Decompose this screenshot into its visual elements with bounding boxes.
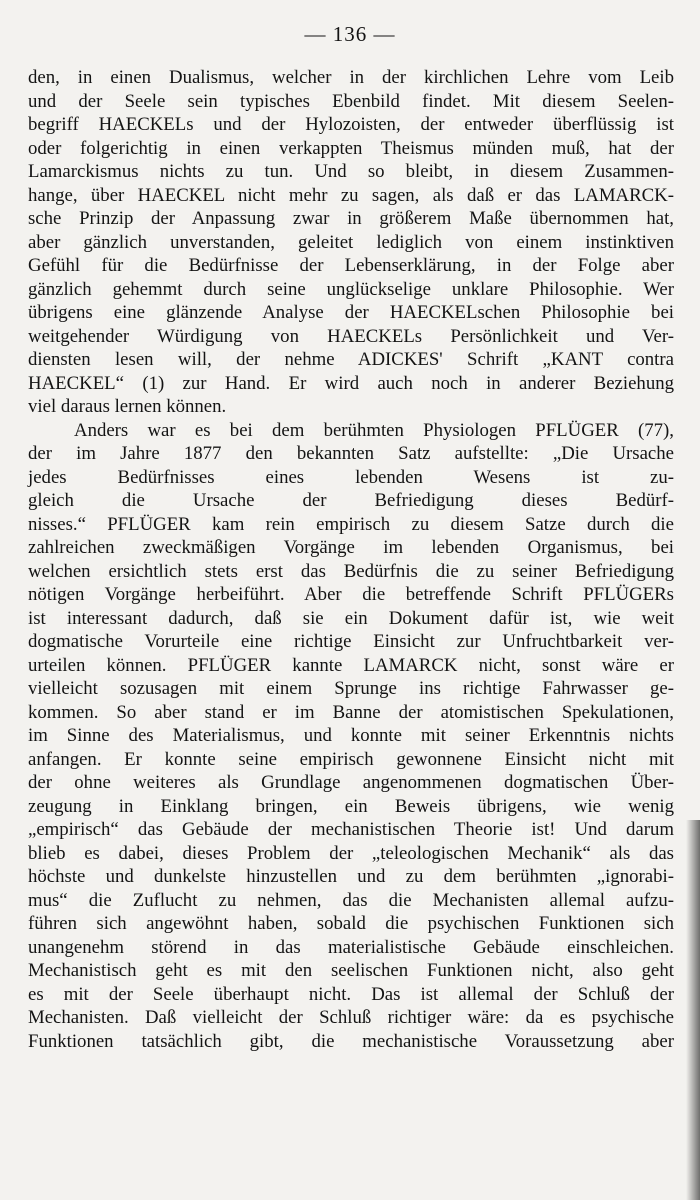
text-line: nötigen Vorgänge herbeiführt. Aber die betreffende Schrift PFLÜGERs xyxy=(28,584,674,605)
text-line: oder folgerichtig in einen verkappten Theismus münden muß, hat der xyxy=(28,137,674,159)
text-line: vielleicht sozusagen mit einem Sprunge ins richtige Fahrwasser ge- xyxy=(28,678,674,699)
text-line: Funktionen tatsächlich gibt, die mechanistische Voraussetzung aber xyxy=(28,1030,674,1052)
text-line: HAECKEL“ (1) zur Hand. Er wird auch noch in anderer Beziehung xyxy=(28,372,674,394)
text-line: mus“ die Zuflucht zu nehmen, das die Mechanisten allemal aufzu- xyxy=(28,889,674,911)
text-line: kommen. So aber stand er im Banne der atomistischen Spekulationen, xyxy=(28,701,674,723)
text-line: den, in einen Dualismus, welcher in der kirchlichen Lehre vom Leib xyxy=(28,67,674,88)
text-line: nisses.“ PFLÜGER kam rein empirisch zu diesem Satze durch die xyxy=(28,513,674,535)
text-line: Anders war es bei dem berühmten Physiologen PFLÜGER (77), xyxy=(74,419,674,441)
text-line: welchen ersichtlich stets erst das Bedürfnis die zu seiner Befriedigung xyxy=(28,560,674,582)
text-line: gleich die Ursache der Befriedigung dieses Bedürf- xyxy=(28,490,674,511)
text-line: zeugung in Einklang bringen, ein Beweis übrigens, wie wenig xyxy=(28,795,674,817)
text-line: sche Prinzip der Anpassung zwar in größerem Maße übernommen hat, xyxy=(28,208,674,229)
text-line: urteilen können. PFLÜGER kannte LAMARCK nicht, sonst wäre er xyxy=(28,654,674,676)
text-line: der im Jahre 1877 den bekannten Satz aufstellte: „Die Ursache xyxy=(28,443,674,464)
text-line: anfangen. Er konnte seine empirisch gewonnene Einsicht nicht mit xyxy=(28,748,674,770)
text-line: gänzlich gehemmt durch seine unglückselige unklare Philosophie. Wer xyxy=(28,278,674,300)
text-line: „empirisch“ das Gebäude der mechanistischen Theorie ist! Und darum xyxy=(28,819,674,840)
text-line: ist interessant dadurch, daß sie ein Dokument dafür ist, wie weit xyxy=(28,607,674,629)
text-line: weitgehender Würdigung von HAECKELs Persönlichkeit und Ver- xyxy=(28,325,674,347)
text-line: aber gänzlich unverstanden, geleitet lediglich von einem instinktiven xyxy=(28,231,674,253)
text-line: Lamarckismus nichts zu tun. Und so bleibt, in diesem Zusammen- xyxy=(28,161,674,182)
text-line: übrigens eine glänzende Analyse der HAECKELschen Philosophie bei xyxy=(28,302,674,323)
text-line: Mechanisten. Daß vielleicht der Schluß richtiger wäre: da es psychische xyxy=(28,1007,674,1028)
text-line: hange, über HAECKEL nicht mehr zu sagen, als daß er das LAMARCK- xyxy=(28,184,674,206)
text-line: zahlreichen zweckmäßigen Vorgänge im lebenden Organismus, bei xyxy=(28,537,674,558)
text-line: führen sich angewöhnt haben, sobald die psychischen Funktionen sich xyxy=(28,913,674,934)
text-line: diensten lesen will, der nehme ADICKES' Schrift „KANT contra xyxy=(28,349,674,370)
text-line: Gefühl für die Bedürfnisse der Lebenserklärung, in der Folge aber xyxy=(28,255,674,276)
page-number-header: — 136 — xyxy=(304,22,396,46)
text-line: jedes Bedürfnisses eines lebenden Wesens ist zu- xyxy=(28,466,674,488)
text-line: dogmatische Vorurteile eine richtige Einsicht zur Unfruchtbarkeit ver- xyxy=(28,631,674,652)
page-edge-shadow xyxy=(686,820,700,1200)
text-line: unangenehm störend in das materialistische Gebäude einschleichen. xyxy=(28,936,674,958)
text-line: und der Seele sein typisches Ebenbild findet. Mit diesem Seelen- xyxy=(28,90,674,112)
text-line: viel daraus lernen können. xyxy=(28,396,227,417)
text-line: höchste und dunkelste hinzustellen und zu dem berühmten „ignorabi- xyxy=(28,866,674,887)
text-line: der ohne weiteres als Grundlage angenommenen dogmatischen Über- xyxy=(28,772,674,793)
text-line: es mit der Seele überhaupt nicht. Das ist allemal der Schluß der xyxy=(28,983,674,1005)
text-line: Mechanistisch geht es mit den seelischen Funktionen nicht, also geht xyxy=(28,960,674,981)
body-text xyxy=(28,66,674,1053)
text-line: im Sinne des Materialismus, und konnte mit seiner Erkenntnis nichts xyxy=(28,725,674,746)
text-line: blieb es dabei, dieses Problem der „teleologischen Mechanik“ als das xyxy=(28,842,674,864)
text-line: begriff HAECKELs und der Hylozoisten, der entweder überflüssig ist xyxy=(28,114,674,135)
